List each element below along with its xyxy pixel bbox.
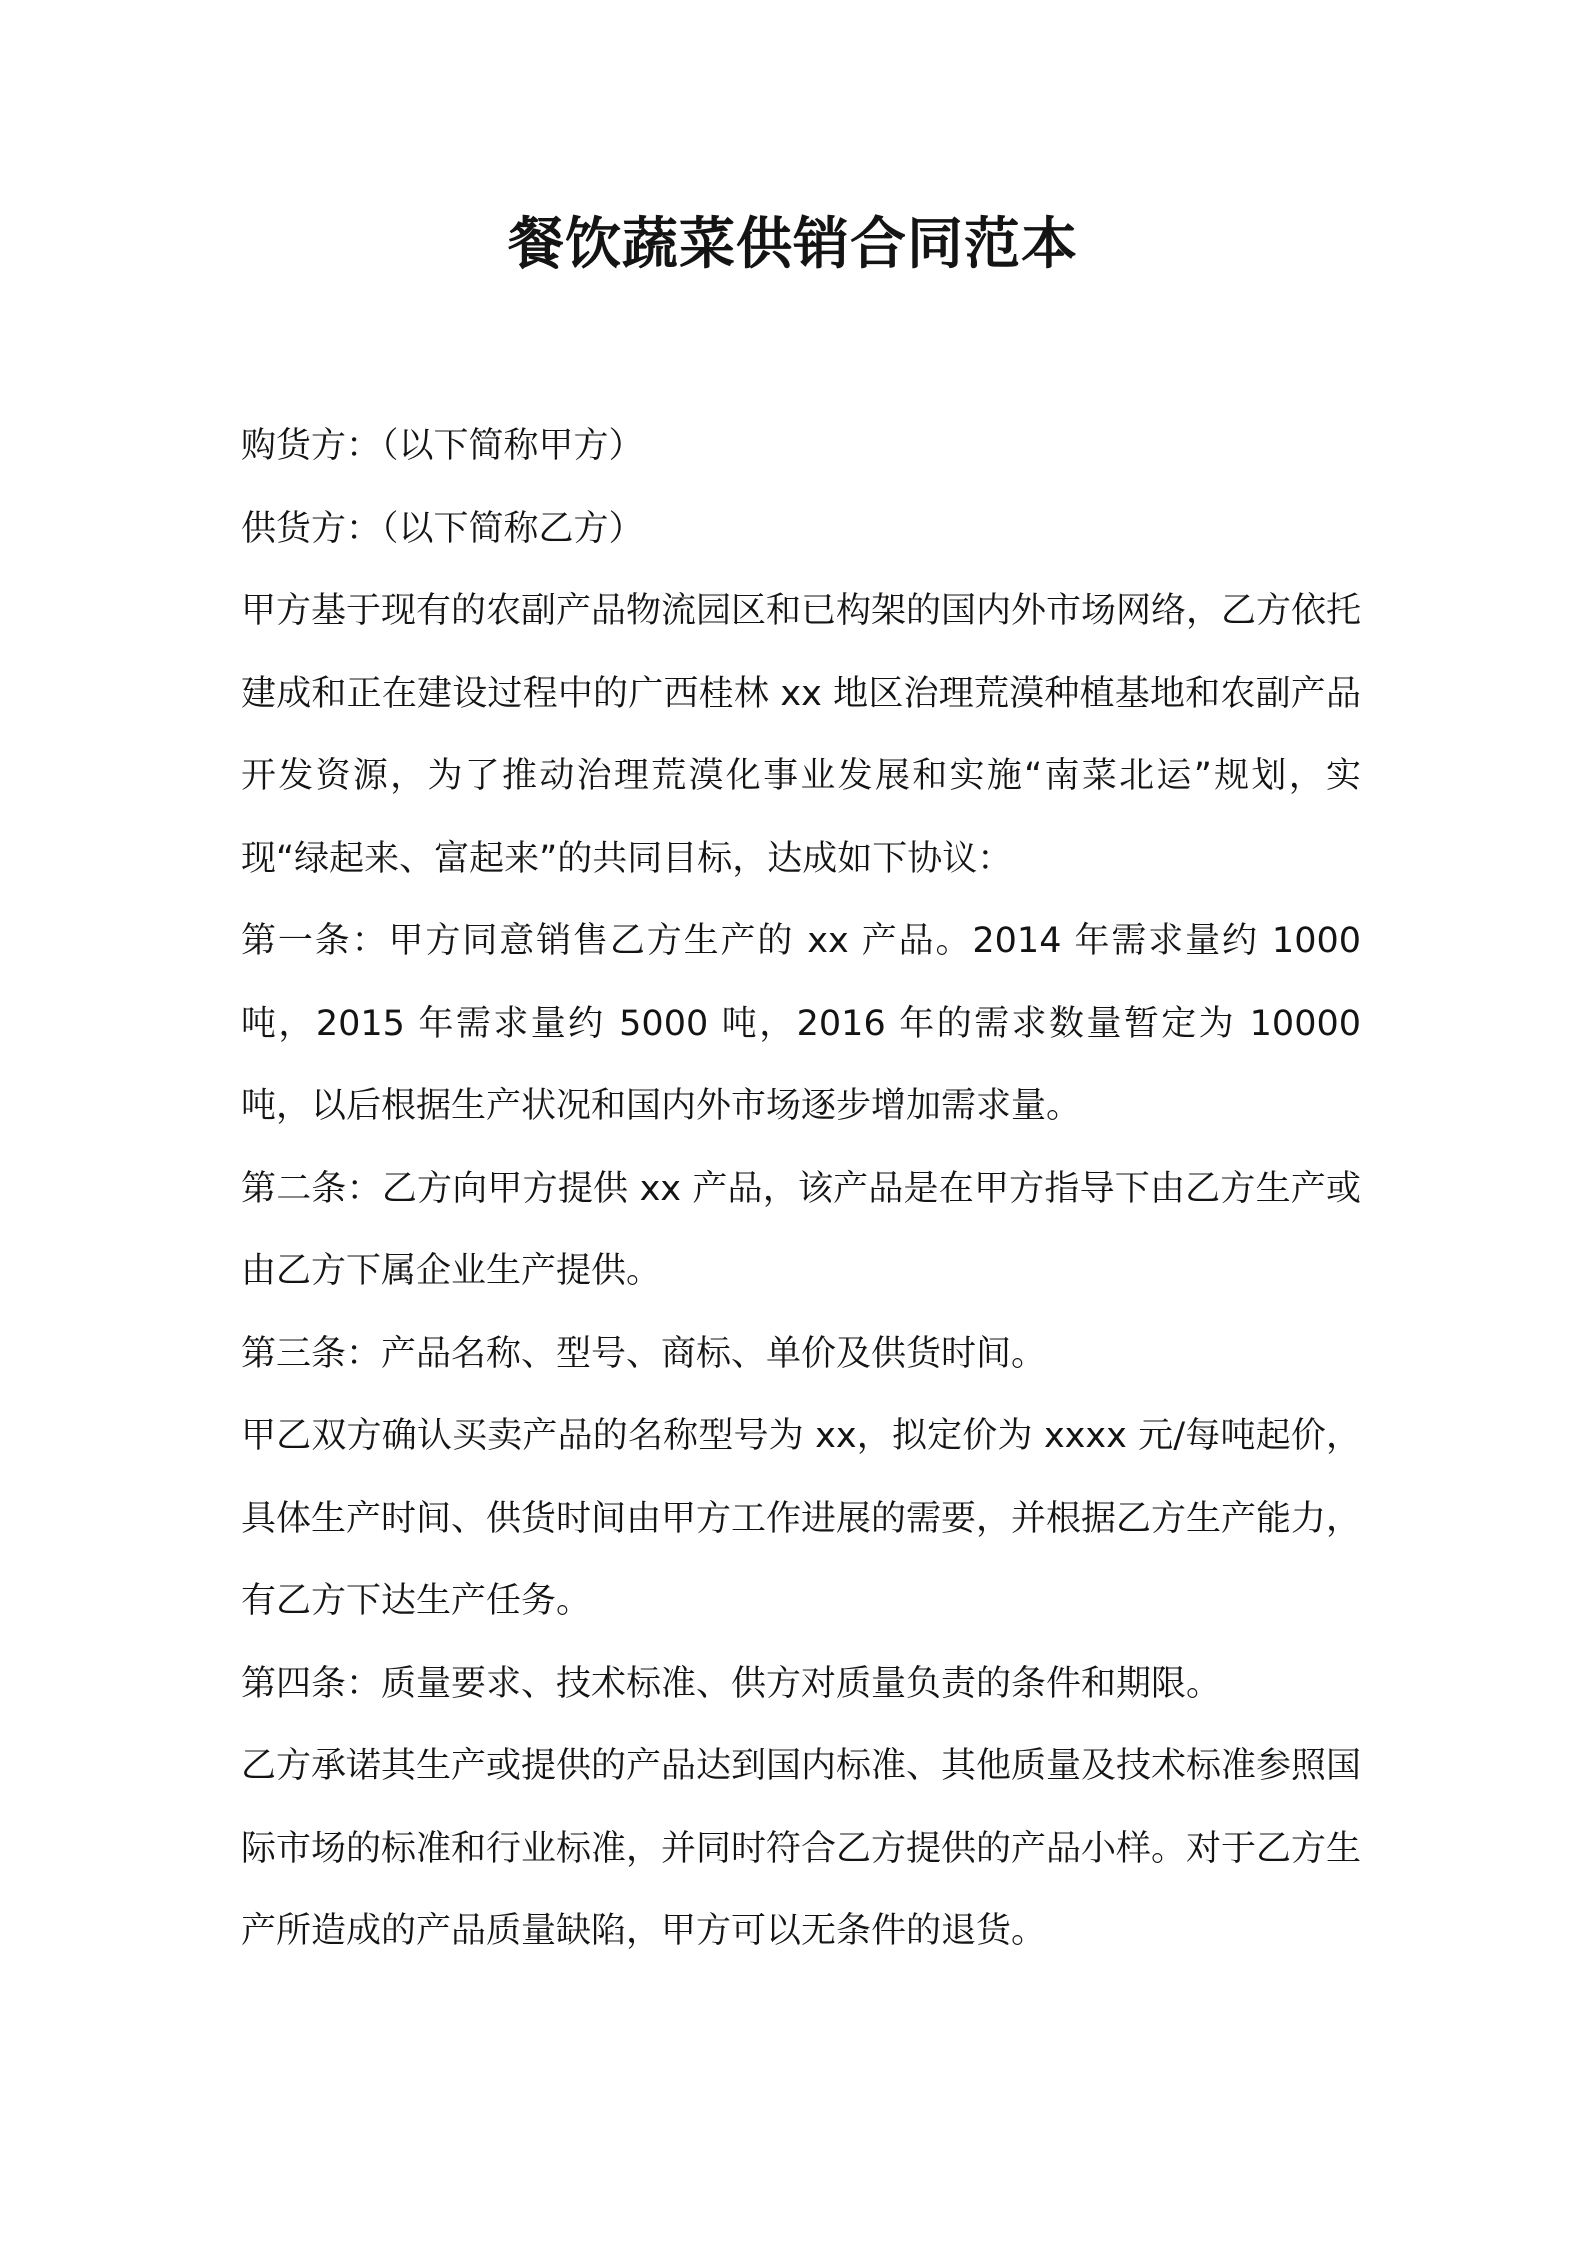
buyer-line: 购货方：（以下简称甲方）	[241, 426, 644, 466]
article-3-heading: 第三条：产品名称、型号、商标、单价及供货时间。	[241, 1333, 1047, 1374]
article-4-paragraph: 乙方承诺其生产或提供的产品达到国内标准、其他质量及技术标准参照国际市场的标准和行业标准，并同时符合乙方提供的产品小样。对于乙方生产所造成的产品质量缺陷，甲方可以无条件的退货。	[241, 1746, 1362, 1951]
supplier-line: 供货方：（以下简称乙方）	[241, 508, 644, 549]
article-3-paragraph: 甲乙双方确认买卖产品的名称型号为 xx，拟定价为 xxxx 元/每吨起价，具体生产时间、供货时间由甲方工作进展的需要，并根据乙方生产能力，有乙方下达生产任务。	[241, 1416, 1362, 1621]
document-body	[241, 405, 1361, 1973]
document-title: 餐饮蔬菜供销合同范本	[508, 212, 1078, 277]
preamble-paragraph: 甲方基于现有的农副产品物流园区和已构架的国内外市场网络，乙方依托建成和正在建设过程中的广西桂林 xx 地区治理荒漠种植基地和农副产品开发资源，为了推动治理荒漠化事业发展和实施“南菜北运”规划，实现“绿起来、富起来”的共同目标，达成如下协议：	[241, 591, 1362, 879]
article-2-paragraph: 第二条：乙方向甲方提供 xx 产品，该产品是在甲方指导下由乙方生产或由乙方下属企业生产提供。	[241, 1168, 1361, 1291]
article-4-heading: 第四条：质量要求、技术标准、供方对质量负责的条件和期限。	[241, 1663, 1222, 1704]
article-1-paragraph: 第一条：甲方同意销售乙方生产的 xx 产品。2014 年需求量约 1000 吨，2015 年需求量约 5000 吨，2016 年的需求数量暂定为 10000 吨，以后根据生产状况和国内外市场逐步增加需求量。	[241, 921, 1361, 1126]
